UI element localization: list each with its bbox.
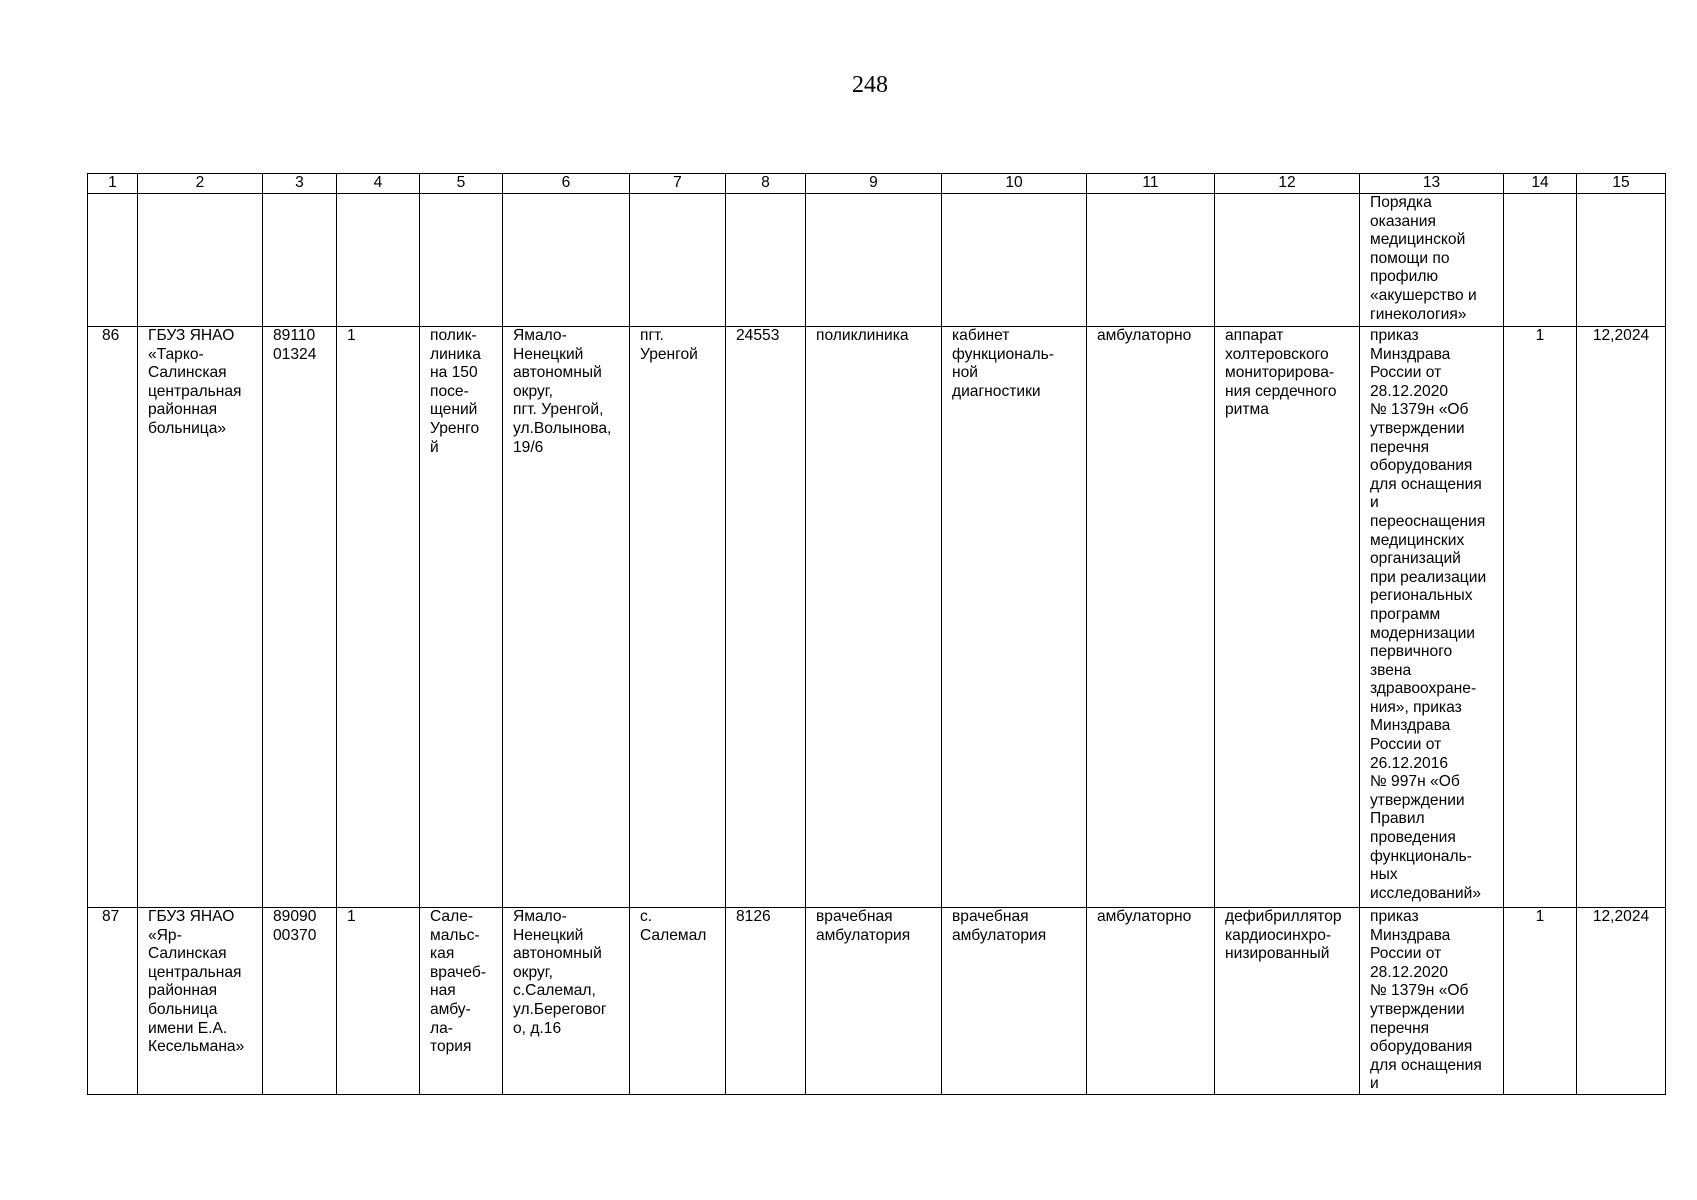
organization-cell: ГБУЗ ЯНАО «Тарко- Салинская центральная районная больница» bbox=[138, 327, 263, 908]
row-number-cell: 87 bbox=[88, 908, 138, 1095]
table-cell bbox=[1577, 194, 1666, 327]
column-number: 14 bbox=[1504, 174, 1577, 194]
code-cell: 89110 01324 bbox=[263, 327, 337, 908]
facility-type-cell: поликлиника bbox=[806, 327, 942, 908]
equipment-cell: дефибриллятор кардиосинхро- низированный bbox=[1215, 908, 1360, 1095]
address-cell: Ямало- Ненецкий автономный округ, с.Салемал, ул.Береговог о, д.16 bbox=[503, 908, 630, 1095]
column-number: 3 bbox=[263, 174, 337, 194]
table-cell bbox=[88, 194, 138, 327]
table-row bbox=[88, 908, 1666, 1095]
column-number: 4 bbox=[337, 174, 420, 194]
column-number: 10 bbox=[942, 174, 1087, 194]
table-cell bbox=[630, 194, 726, 327]
table-cell bbox=[1504, 194, 1577, 327]
table-cell: Порядка оказания медицинской помощи по профилю «акушерство и гинекология» bbox=[1360, 194, 1504, 327]
code-cell: 89090 00370 bbox=[263, 908, 337, 1095]
facility-type-cell: врачебная амбулатория bbox=[806, 908, 942, 1095]
table-cell bbox=[1215, 194, 1360, 327]
column-number: 1 bbox=[88, 174, 138, 194]
facility-cell: Сале- мальс- кая врачеб- ная амбу- ла- тория bbox=[420, 908, 503, 1095]
department-cell: кабинет функциональ- ной диагностики bbox=[942, 327, 1087, 908]
column-number: 7 bbox=[630, 174, 726, 194]
address-cell: Ямало- Ненецкий автономный округ, пгт. Уренгой, ул.Волынова, 19/6 bbox=[503, 327, 630, 908]
column-number: 12 bbox=[1215, 174, 1360, 194]
column-number-row bbox=[88, 174, 1666, 194]
column-number: 11 bbox=[1087, 174, 1215, 194]
population-cell: 24553 bbox=[726, 327, 806, 908]
deadline-cell: 12,2024 bbox=[1577, 327, 1666, 908]
column-number: 8 bbox=[726, 174, 806, 194]
regulation-cell: приказ Минздрава России от 28.12.2020 № 1379н «Об утверждении перечня оборудования для оснащения и bbox=[1360, 908, 1504, 1095]
table-cell bbox=[726, 194, 806, 327]
column-number: 2 bbox=[138, 174, 263, 194]
organization-cell: ГБУЗ ЯНАО «Яр- Салинская центральная районная больница имени Е.А. Кесельмана» bbox=[138, 908, 263, 1095]
table-cell bbox=[263, 194, 337, 327]
table-cell bbox=[138, 194, 263, 327]
regulation-cell: приказ Минздрава России от 28.12.2020 № 1379н «Об утверждении перечня оборудования для оснащения и переоснащения медицинских организаций при реализации региональных программ модернизации первичного звена здравоохране- ния», приказ Минздрава России от 26.12.2016 № 997н «Об утверждении Правил проведения функциональ- ных исследований» bbox=[1360, 327, 1504, 908]
table-row bbox=[88, 327, 1666, 908]
department-cell: врачебная амбулатория bbox=[942, 908, 1087, 1095]
settlement-cell: пгт. Уренгой bbox=[630, 327, 726, 908]
column-number: 6 bbox=[503, 174, 630, 194]
table-cell bbox=[942, 194, 1087, 327]
table-cell bbox=[420, 194, 503, 327]
quantity-cell: 1 bbox=[1504, 327, 1577, 908]
care-form-cell: амбулаторно bbox=[1087, 908, 1215, 1095]
table-cell: 1 bbox=[337, 908, 420, 1095]
population-cell: 8126 bbox=[726, 908, 806, 1095]
equipment-cell: аппарат холтеровского мониторирова- ния сердечного ритма bbox=[1215, 327, 1360, 908]
table-cell: 1 bbox=[337, 327, 420, 908]
care-form-cell: амбулаторно bbox=[1087, 327, 1215, 908]
table-row-continuation bbox=[88, 194, 1666, 327]
table-cell bbox=[337, 194, 420, 327]
equipment-table bbox=[87, 173, 1666, 1095]
settlement-cell: с. Салемал bbox=[630, 908, 726, 1095]
table-cell bbox=[806, 194, 942, 327]
table-cell bbox=[503, 194, 630, 327]
quantity-cell: 1 bbox=[1504, 908, 1577, 1095]
page-number: 248 bbox=[852, 72, 888, 98]
row-number-cell: 86 bbox=[88, 327, 138, 908]
column-number: 5 bbox=[420, 174, 503, 194]
deadline-cell: 12,2024 bbox=[1577, 908, 1666, 1095]
column-number: 15 bbox=[1577, 174, 1666, 194]
column-number: 13 bbox=[1360, 174, 1504, 194]
table-cell bbox=[1087, 194, 1215, 327]
facility-cell: полик- линика на 150 посе- щений Уренго й bbox=[420, 327, 503, 908]
column-number: 9 bbox=[806, 174, 942, 194]
